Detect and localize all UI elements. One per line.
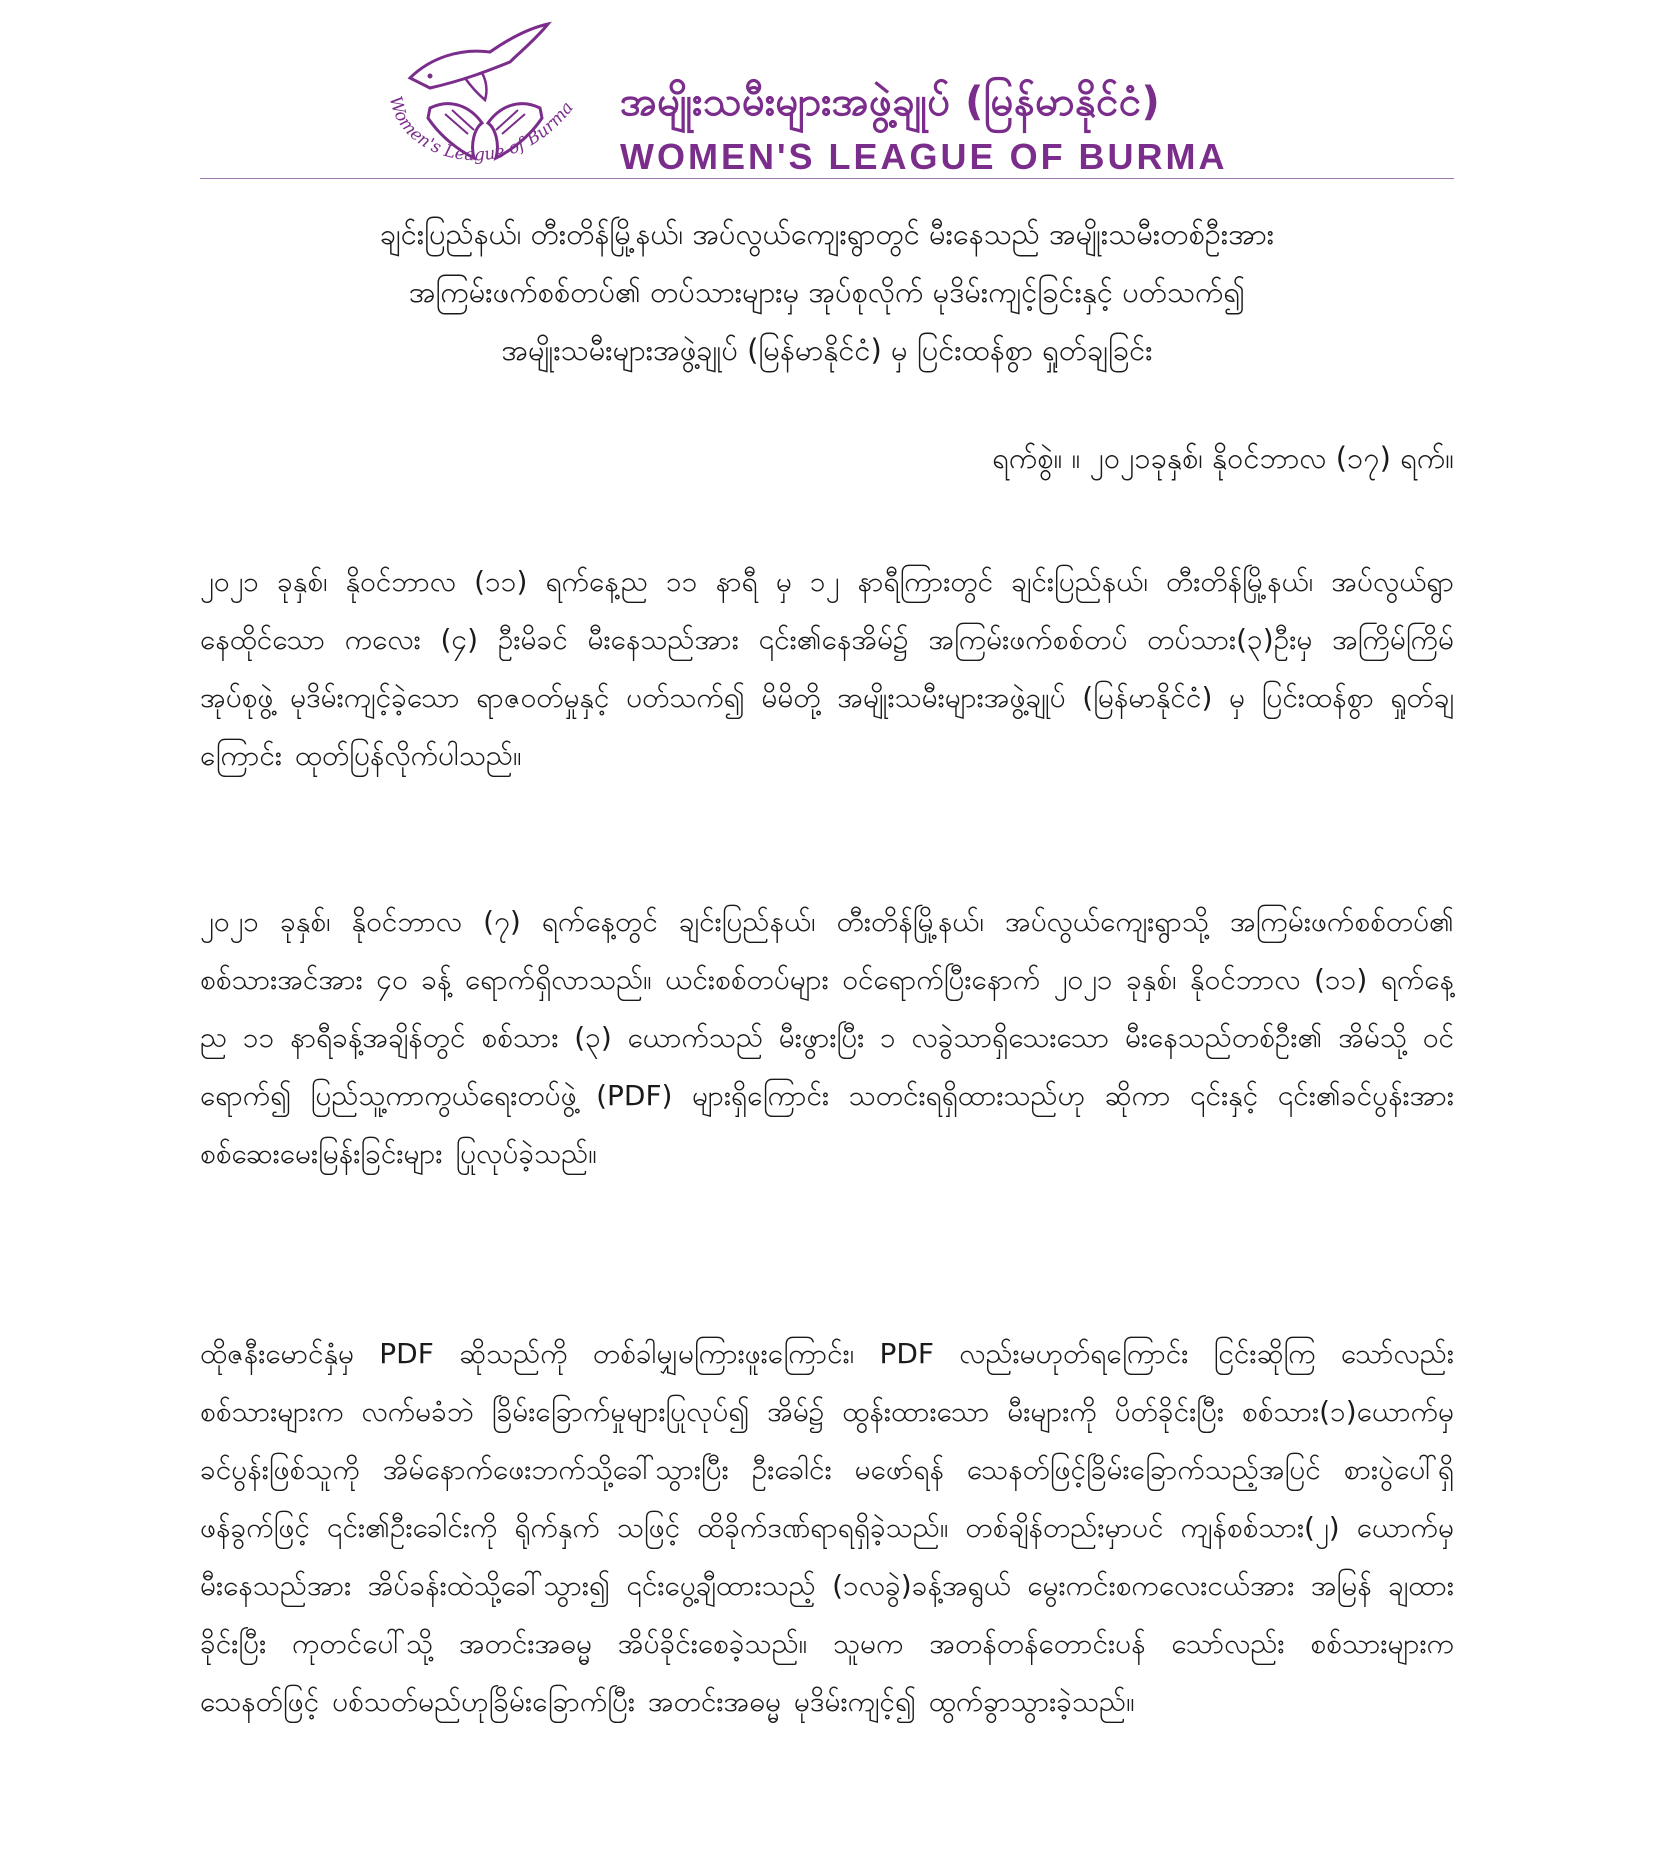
- dove-logo-icon: [370, 18, 600, 188]
- paragraph-1: ၂၀၂၁ ခုနှစ်၊ နိုဝင်ဘာလ (၁၁) ရက်နေ့ည ၁၁ နာရီ မှ ၁၂ နာရီကြားတွင် ချင်းပြည်နယ်၊ တီးတိန်မြို့နယ်၊ အပ်လွယ်ရွာ နေထိုင်သော ကလေး (၄) ဦးမိခင် မီးနေသည်အား ၎င်း၏နေအိမ်၌ အကြမ်းဖက်စစ်တပ် တပ်သား(၃)ဦးမှ အကြိမ်ကြိမ် အုပ်စုဖွဲ့ မုဒိမ်းကျင့်ခဲ့သော ရာဇဝတ်မှုနှင့် ပတ်သက်၍ မိမိတို့ အမျိုးသမီးများအဖွဲ့ချုပ် (မြန်မာနိုင်ငံ) မှ ပြင်းထန်စွာ ရှုတ်ချကြောင်း ထုတ်ပြန်လိုက်ပါသည်။: [200, 565, 1454, 772]
- paragraph-2: ၂၀၂၁ ခုနှစ်၊ နိုဝင်ဘာလ (၇) ရက်နေ့တွင် ချင်းပြည်နယ်၊ တီးတိန်မြို့နယ်၊ အပ်လွယ်ကျေးရွာသို့ အကြမ်းဖက်စစ်တပ်၏ စစ်သားအင်အား ၄၀ ခန့် ရောက်ရှိလာသည်။ ယင်းစစ်တပ်များ ဝင်ရောက်ပြီးနောက် ၂၀၂၁ ခုနှစ်၊ နိုဝင်ဘာလ (၁၁) ရက်နေ့ ည ၁၁ နာရီခန့်အချိန်တွင် စစ်သား (၃) ယောက်သည် မီးဖွားပြီး ၁ လခွဲသာရှိသေးသော မီးနေသည်တစ်ဦး၏ အိမ်သို့ ဝင်ရောက်၍ ပြည်သူ့ကာကွယ်ရေးတပ်ဖွဲ့ (PDF) များရှိကြောင်း သတင်းရရှိထားသည်ဟု ဆိုကာ ၎င်းနှင့် ၎င်း၏ခင်ပွန်းအား စစ်ဆေးမေးမြန်းခြင်းများ ပြုလုပ်ခဲ့သည်။: [200, 905, 1455, 1170]
- svg-text:Women's League of Burma: [385, 94, 578, 165]
- org-name-english: WOMEN'S LEAGUE OF BURMA: [620, 136, 1228, 177]
- title-line-1: ချင်းပြည်နယ်၊ တီးတိန်မြို့နယ်၊ အပ်လွယ်ကျေးရွာတွင် မီးနေသည် အမျိုးသမီးတစ်ဦးအား: [379, 217, 1275, 251]
- letterhead: [200, 18, 1454, 188]
- paragraph-1-container: [200, 553, 1454, 785]
- statement-title: [200, 205, 1454, 379]
- org-name-myanmar: အမျိုးသမီးများအဖွဲ့ချုပ် (မြန်မာနိုင်ငံ): [620, 79, 1161, 125]
- statement-date: ရက်စွဲ။ ။ ၂၀၂၁ခုနှစ်၊ နိုဝင်ဘာလ (၁၇) ရက်။: [992, 441, 1454, 475]
- paragraph-2-container: [200, 893, 1454, 1183]
- title-line-3: အမျိုးသမီးများအဖွဲ့ချုပ် (မြန်မာနိုင်ငံ) မှ ပြင်းထန်စွာ ရှုတ်ချခြင်း: [501, 333, 1153, 367]
- logo-arc-text: Women's League of Burma: [384, 94, 578, 166]
- paragraph-3-container: [200, 1325, 1454, 1731]
- paragraph-3: ထိုဇနီးမောင်နှံမှ PDF ဆိုသည်ကို တစ်ခါမျှမကြားဖူးကြောင်း၊ PDF လည်းမဟုတ်ရကြောင်း ငြင်းဆိုကြ သော်လည်း စစ်သားများက လက်မခံဘဲ ခြိမ်းခြောက်မှုများပြုလုပ်၍ အိမ်၌ ထွန်းထားသော မီးများကို ပိတ်ခိုင်းပြီး စစ်သား(၁)ယောက်မှ ခင်ပွန်းဖြစ်သူကို အိမ်နောက်ဖေးဘက်သို့ခေါ်သွားပြီး ဦးခေါင်း မဖော်ရန် သေနတ်ဖြင့်ခြိမ်းခြောက်သည့်အပြင် စားပွဲပေါ်ရှိ ဖန်ခွက်ဖြင့် ၎င်း၏ဦးခေါင်းကို ရိုက်နှက် သဖြင့် ထိခိုက်ဒဏ်ရာရရှိခဲ့သည်။ တစ်ချိန်တည်းမှာပင် ကျန်စစ်သား(၂) ယောက်မှ မီးနေသည်အား အိပ်ခန်းထဲသို့ခေါ်သွား၍ ၎င်းပွေ့ချီထားသည့် (၁လခွဲ)ခန့်အရွယ် မွေးကင်းစကလေးငယ်အား အမြန် ချထားခိုင်းပြီး ကုတင်ပေါ်သို့ အတင်းအဓမ္မ အိပ်ခိုင်းစေခဲ့သည်။ သူမက အတန်တန်တောင်းပန် သော်လည်း စစ်သားများက သေနတ်ဖြင့် ပစ်သတ်မည်ဟုခြိမ်းခြောက်ပြီး အတင်းအဓမ္မ မုဒိမ်းကျင့်၍ ထွက်ခွာသွားခဲ့သည်။: [200, 1337, 1454, 1718]
- title-line-2: အကြမ်းဖက်စစ်တပ်၏ တပ်သားများမှ အုပ်စုလိုက် မုဒိမ်းကျင့်ခြင်းနှင့် ပတ်သက်၍: [408, 275, 1246, 309]
- header-divider: [200, 178, 1454, 179]
